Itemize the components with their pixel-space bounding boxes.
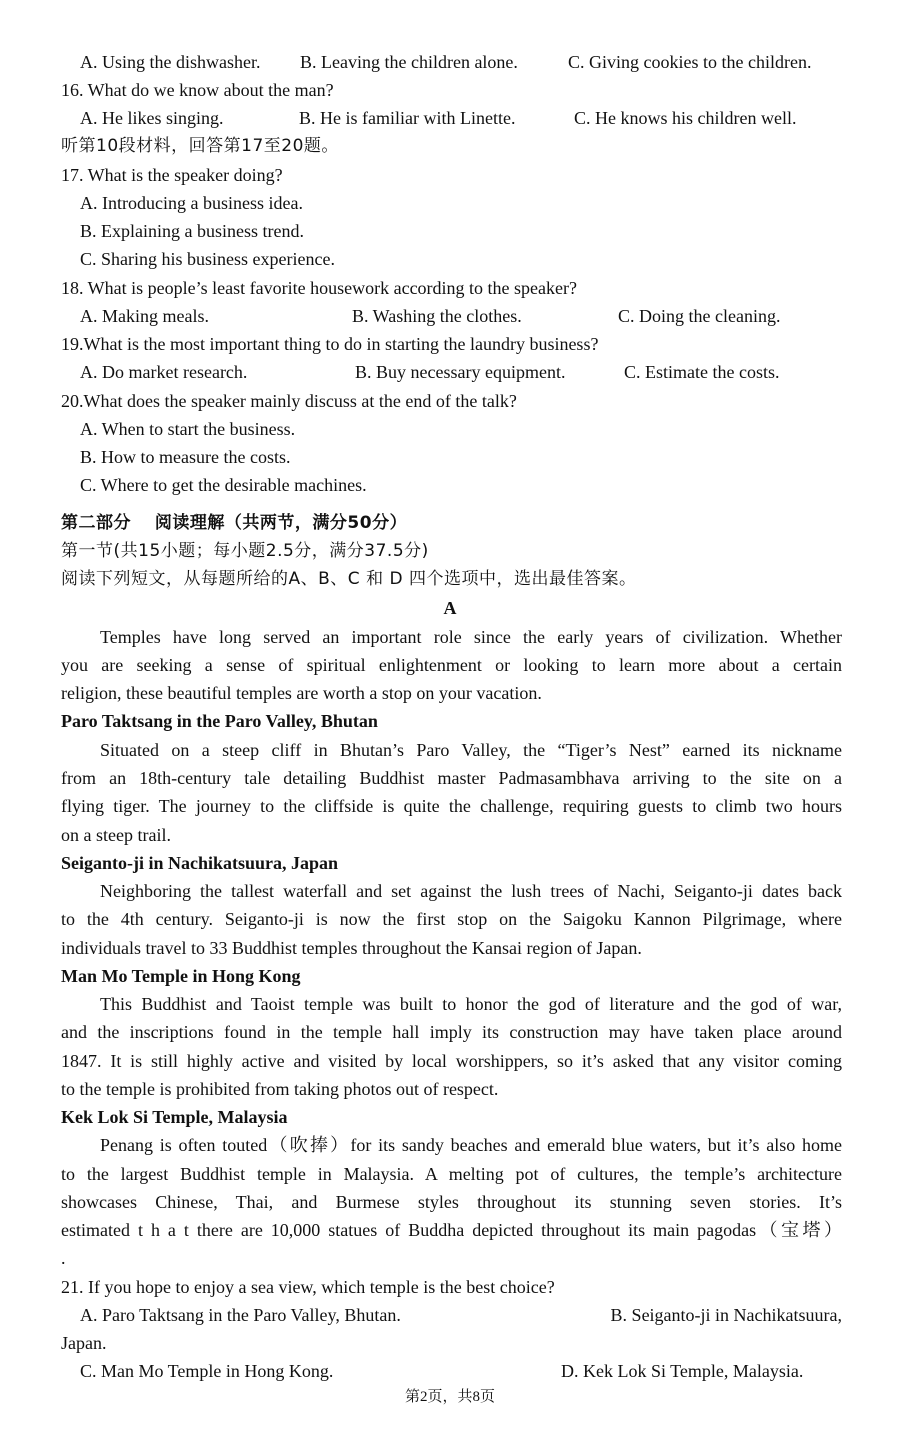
q17-stem: 17. What is the speaker doing? [61, 165, 283, 185]
q15-option-c: C. Giving cookies to the children. [568, 52, 812, 72]
q21-option-b: B. Seiganto-ji in Nachikatsuura, [610, 1305, 842, 1325]
temple1-line-1: Situated on a steep cliff in Bhutan’s Paro Valley, the “Tiger’s Nest” earned its nickname [100, 740, 842, 760]
temple3-line-3: 1847. It is still highly active and visited by local worshippers, so it’s asked that any visitor coming [61, 1051, 842, 1071]
q17-option-b: B. Explaining a business trend. [80, 221, 304, 241]
temple1-line-4: on a steep trail. [61, 825, 171, 845]
q19-option-c: C. Estimate the costs. [624, 362, 780, 382]
q16-option-c: C. He knows his children well. [574, 108, 797, 128]
q20-option-c: C. Where to get the desirable machines. [80, 475, 367, 495]
temple4-line-5: . [61, 1248, 66, 1268]
q18-option-a: A. Making meals. [80, 306, 209, 326]
temple4-line-3: showcases Chinese, Thai, and Burmese styles throughout its stunning seven stories. It’s [61, 1192, 842, 1212]
q18-option-b: B. Washing the clothes. [352, 306, 522, 326]
temple3-line-2: and the inscriptions found in the temple hall imply its construction may have taken place around [61, 1022, 842, 1042]
q20-stem: 20.What does the speaker mainly discuss at the end of the talk? [61, 391, 517, 411]
q18-stem: 18. What is people’s least favorite housework according to the speaker? [61, 278, 577, 298]
temple3-line-4: to the temple is prohibited from taking photos out of respect. [61, 1079, 499, 1099]
temple3-title: Man Mo Temple in Hong Kong [61, 966, 301, 986]
intro-line-3: religion, these beautiful temples are worth a stop on your vacation. [61, 683, 542, 703]
q17-option-c: C. Sharing his business experience. [80, 249, 335, 269]
q16-stem: 16. What do we know about the man? [61, 80, 334, 100]
q15-option-b: B. Leaving the children alone. [300, 52, 518, 72]
page-footer: 第2页，共8页 [404, 1389, 495, 1405]
temple4-line-4: estimated t h a t there are 10,000 statues of Buddha depicted throughout its main pagodas（宝塔） [61, 1220, 842, 1240]
temple3-line-1: This Buddhist and Taoist temple was built to honor the god of literature and the god of war, [100, 994, 842, 1014]
q20-option-a: A. When to start the business. [80, 419, 296, 439]
temple2-line-1: Neighboring the tallest waterfall and set against the lush trees of Nachi, Seiganto-ji dates back [100, 881, 842, 901]
intro-line-2: you are seeking a sense of spiritual enlightenment or looking to learn more about a certain [61, 655, 842, 675]
q21-stem: 21. If you hope to enjoy a sea view, which temple is the best choice? [61, 1277, 555, 1297]
temple2-line-2: to the 4th century. Seiganto-ji is now the first stop on the Saigoku Kannon Pilgrimage, where [61, 909, 842, 929]
temple2-title: Seiganto-ji in Nachikatsuura, Japan [61, 853, 339, 873]
q18-option-c: C. Doing the cleaning. [618, 306, 781, 326]
q19-stem: 19.What is the most important thing to do in starting the laundry business? [61, 334, 599, 354]
q15-option-a: A. Using the dishwasher. [80, 52, 261, 72]
temple4-title: Kek Lok Si Temple, Malaysia [61, 1107, 288, 1127]
intro-line-1: Temples have long served an important role since the early years of civilization. Whether [100, 627, 842, 647]
q17-option-a: A. Introducing a business idea. [80, 193, 303, 213]
temple1-title: Paro Taktsang in the Paro Valley, Bhutan [61, 711, 378, 731]
q16-option-a: A. He likes singing. [80, 108, 224, 128]
temple1-line-2: from an 18th-century tale detailing Buddhist master Padmasambhava arriving to the site on a [61, 768, 842, 788]
q21-option-a: A. Paro Taktsang in the Paro Valley, Bhutan. [80, 1305, 401, 1325]
part2-heading: 第二部分 阅读理解（共两节，满分50分） [61, 513, 408, 533]
temple1-line-3: flying tiger. The journey to the cliffside is quite the challenge, requiring guests to climb two hours [61, 796, 842, 816]
q19-option-b: B. Buy necessary equipment. [355, 362, 566, 382]
q21-option-b-continued: Japan. [61, 1333, 107, 1353]
temple4-line-2: to the largest Buddhist temple in Malaysia. A melting pot of cultures, the temple’s architecture [61, 1164, 842, 1184]
q21-option-c: C. Man Mo Temple in Hong Kong. [80, 1361, 334, 1381]
temple2-line-3: individuals travel to 33 Buddhist temples throughout the Kansai region of Japan. [61, 938, 642, 958]
temple4-line-1: Penang is often touted（吹捧）for its sandy beaches and emerald blue waters, but it’s also home [100, 1135, 842, 1155]
section1-heading: 第一节(共15小题；每小题2.5分，满分37.5分) [61, 541, 429, 561]
passage-label: A [443, 598, 457, 618]
q20-option-b: B. How to measure the costs. [80, 447, 291, 467]
reading-instruction: 阅读下列短文，从每题所给的A、B、C 和 D 四个选项中，选出最佳答案。 [61, 569, 637, 589]
q21-option-d: D. Kek Lok Si Temple, Malaysia. [561, 1361, 804, 1381]
q19-option-a: A. Do market research. [80, 362, 248, 382]
listening-instruction: 听第10段材料，回答第17至20题。 [61, 136, 339, 156]
q16-option-b: B. He is familiar with Linette. [299, 108, 516, 128]
